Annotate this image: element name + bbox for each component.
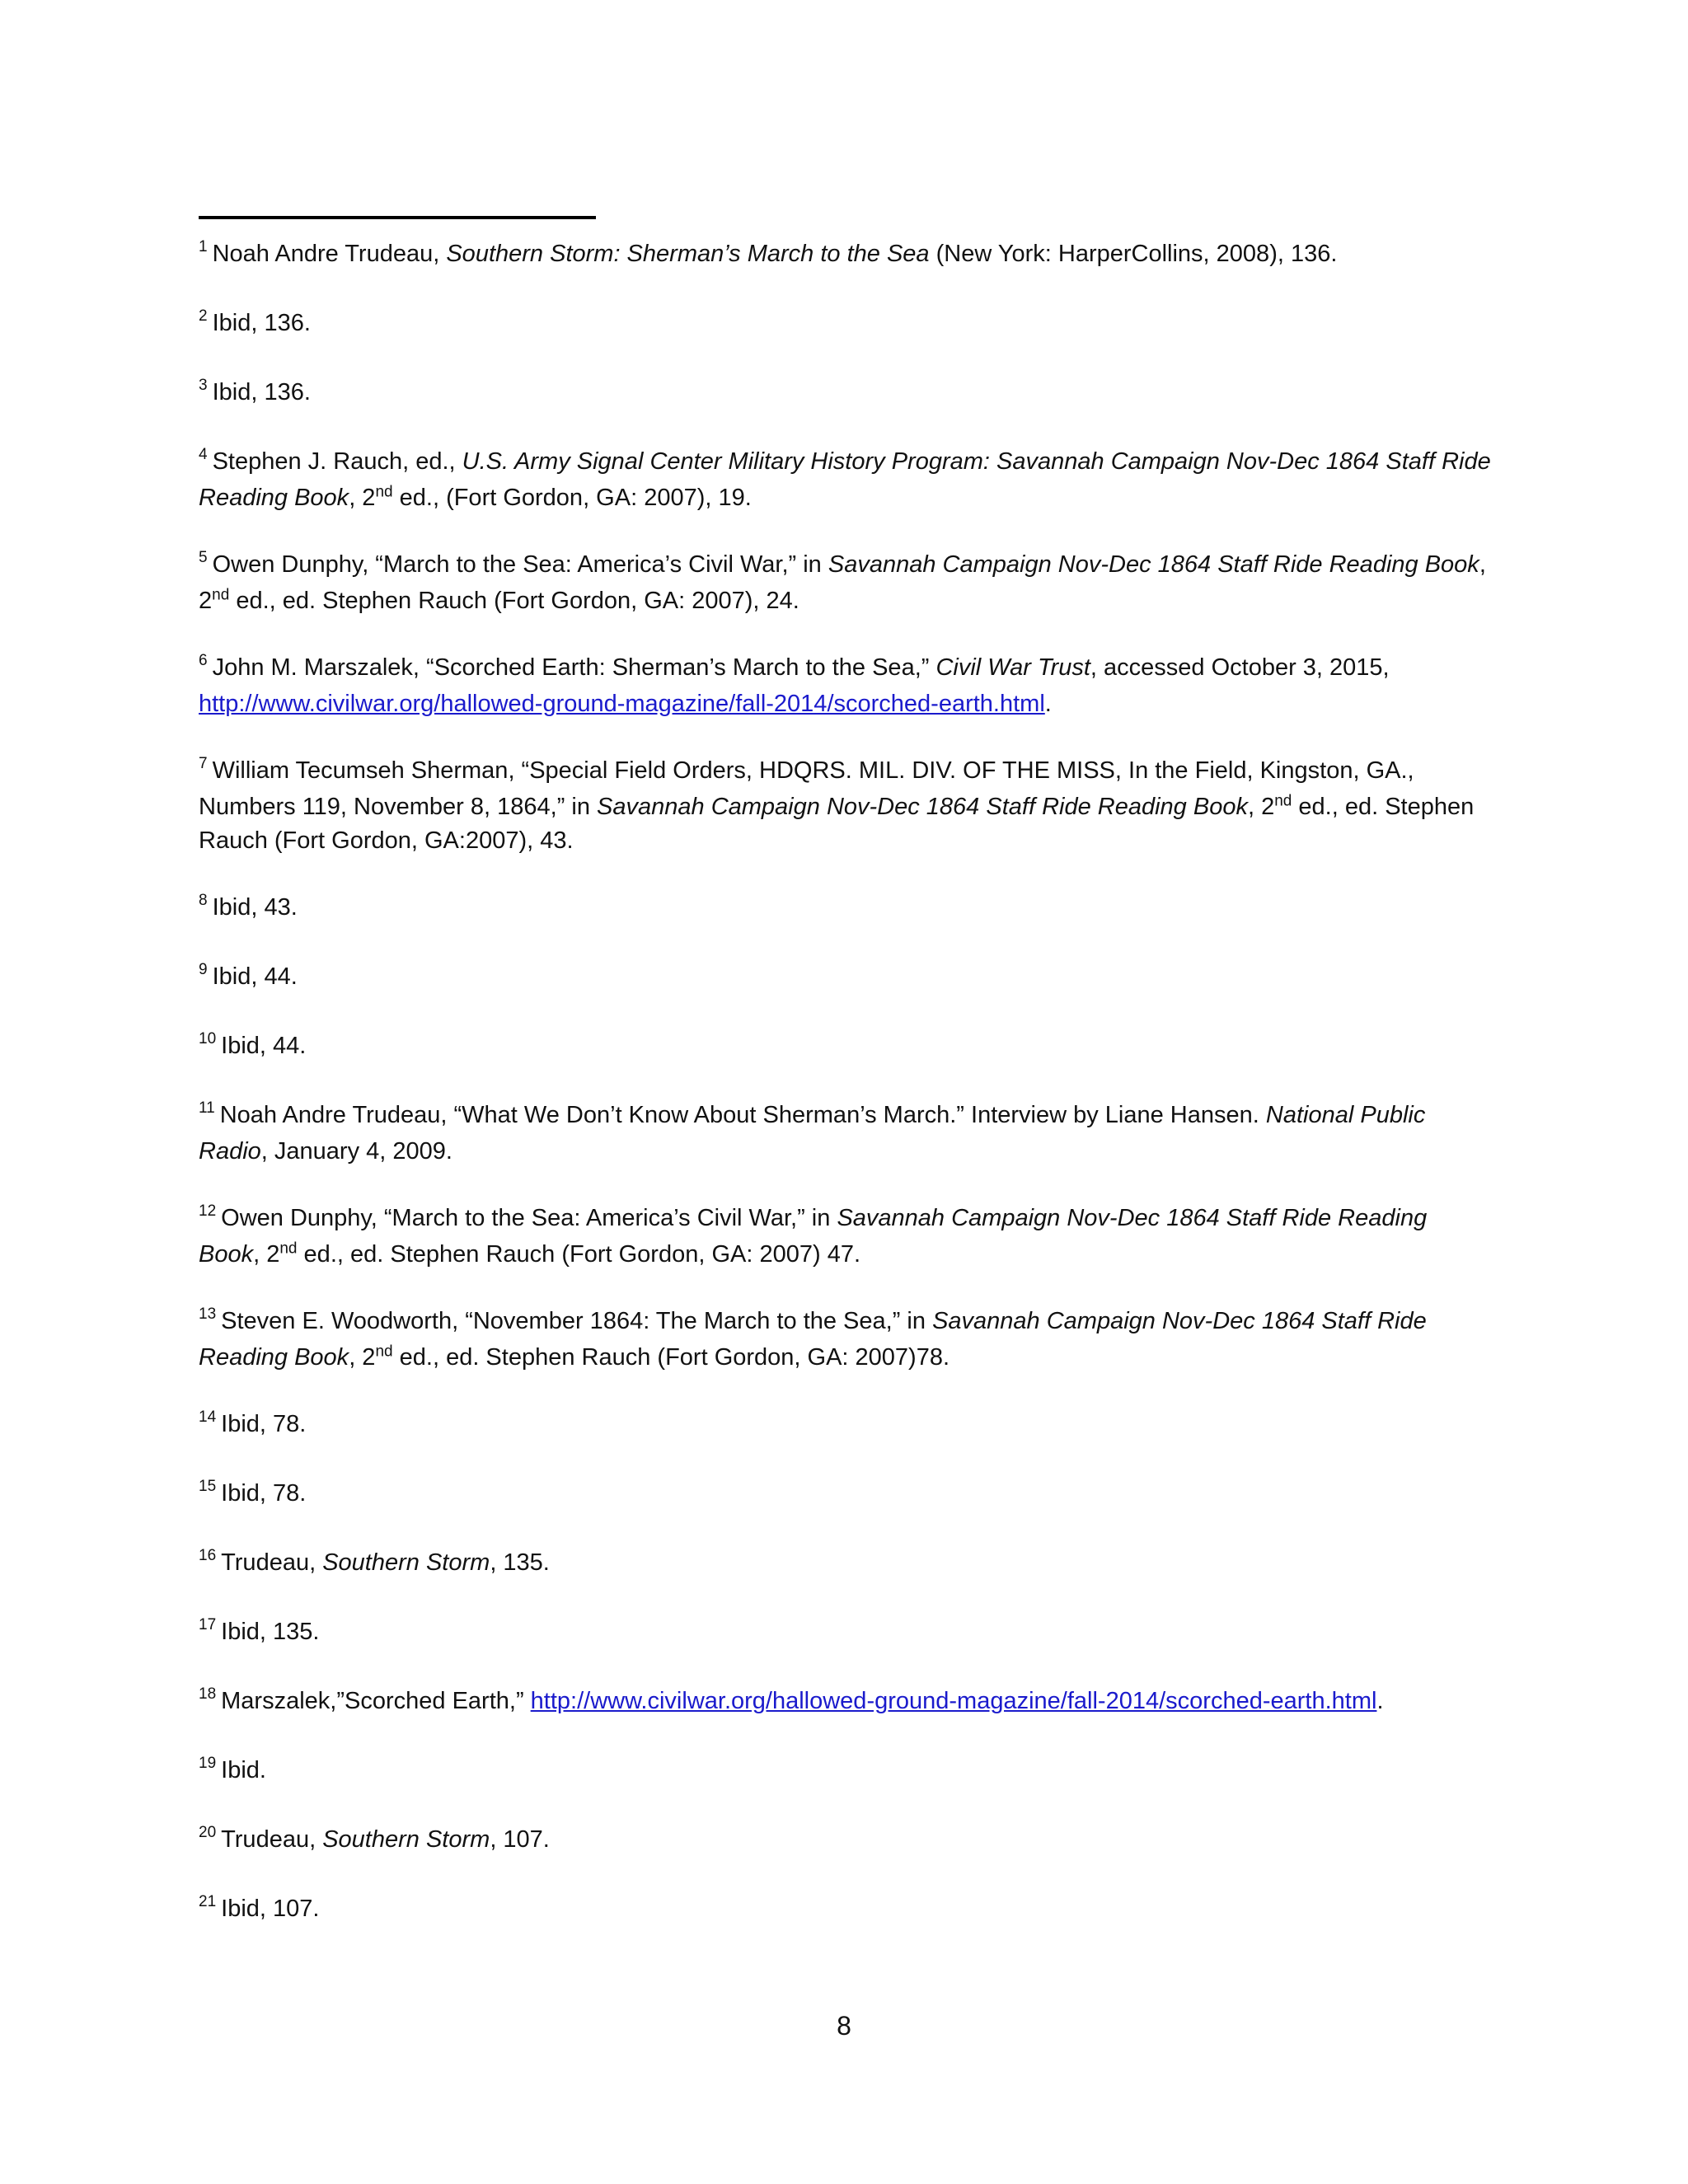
footnote-text: , 2 [349, 485, 376, 511]
footnote-number: 17 [199, 1616, 217, 1633]
footnote-14 [199, 1408, 1493, 1444]
footnote-title: National Public Radio [199, 1102, 1426, 1165]
footnote-text: Stephen J. Rauch, ed., [212, 448, 462, 475]
footnote-text: Ibid, 78. [221, 1480, 307, 1507]
footnote-text: Ibid, 43. [212, 894, 298, 921]
footnote-text: (New York: HarperCollins, 2008), 136. [929, 241, 1338, 267]
footnote-title: Savannah Campaign Nov-Dec 1864 Staff Ride Reading Book [199, 1308, 1427, 1371]
ordinal-suffix: nd [279, 1240, 298, 1258]
footnote-number: 4 [199, 446, 208, 463]
footnote-18 [199, 1685, 1493, 1721]
footnote-number: 12 [199, 1202, 217, 1220]
footnote-number: 11 [199, 1099, 215, 1117]
footnote-title: U.S. Army Signal Center Military History Program: Savannah Campaign Nov-Dec 1864 Staff Ride Reading Book [199, 448, 1491, 511]
footnote-text: Ibid, 44. [212, 963, 298, 990]
footnote-number: 15 [199, 1478, 217, 1495]
footnote-text: Noah Andre Trudeau, “What We Don’t Know About Sherman’s March.” Interview by Liane Hansen. [219, 1102, 1266, 1128]
footnote-6 [199, 651, 1493, 721]
footnote-number: 1 [199, 238, 208, 255]
footnote-number: 10 [199, 1030, 217, 1047]
ordinal-suffix: nd [1274, 792, 1292, 810]
footnote-title: Civil War Trust [935, 654, 1090, 681]
footnote-text: . [1044, 691, 1052, 717]
footnote-text: , 2 [1247, 794, 1275, 820]
footnote-number: 9 [199, 961, 208, 978]
footnote-16 [199, 1546, 1493, 1582]
footnote-number: 7 [199, 755, 208, 772]
footnote-5 [199, 548, 1493, 618]
footnote-19 [199, 1754, 1493, 1790]
ordinal-suffix: nd [212, 586, 230, 604]
footnote-text: Trudeau, [221, 1549, 323, 1576]
footnote-21 [199, 1892, 1493, 1929]
footnote-text: Ibid, 107. [221, 1896, 320, 1922]
footnote-3 [199, 376, 1493, 412]
footnote-15 [199, 1477, 1493, 1513]
footnote-8 [199, 891, 1493, 927]
footnote-number: 19 [199, 1755, 217, 1772]
footnote-link[interactable]: http://www.civilwar.org/hallowed-ground-magazine/fall-2014/scorched-earth.html [199, 691, 1045, 717]
footnote-text: , 2 [253, 1241, 280, 1268]
footnote-link[interactable]: http://www.civilwar.org/hallowed-ground-magazine/fall-2014/scorched-earth.html [530, 1688, 1377, 1714]
footnote-separator [199, 216, 596, 219]
footnote-text: William Tecumseh Sherman, “Special Field Orders, HDQRS. MIL. DIV. OF THE MISS, In the Field, Kingston, GA., Numbers 119, November 8, 1864,” in [199, 757, 1414, 820]
page-number: 8 [837, 2011, 851, 2041]
footnote-number: 6 [199, 652, 208, 669]
footnote-text: Ibid, 136. [212, 379, 311, 405]
footnote-17 [199, 1615, 1493, 1652]
footnote-text: John M. Marszalek, “Scorched Earth: Sherman’s March to the Sea,” [212, 654, 936, 681]
footnote-text: , 2 [199, 551, 1486, 614]
footnote-title: Savannah Campaign Nov-Dec 1864 Staff Ride Reading Book [597, 794, 1248, 820]
footnote-number: 13 [199, 1305, 217, 1323]
footnote-title: Southern Storm: Sherman’s March to the Sea [446, 241, 930, 267]
footnote-text: Ibid, 135. [221, 1619, 320, 1645]
footnote-list [199, 237, 1493, 1961]
footnote-7 [199, 754, 1493, 858]
footnote-text: Ibid. [221, 1757, 266, 1783]
footnote-4 [199, 445, 1493, 515]
footnote-number: 16 [199, 1547, 217, 1564]
footnote-text: , January 4, 2009. [260, 1138, 452, 1165]
footnote-text: Ibid, 44. [221, 1033, 307, 1059]
footnote-12 [199, 1202, 1493, 1272]
footnote-text: Ibid, 136. [212, 310, 311, 336]
footnote-title: Savannah Campaign Nov-Dec 1864 Staff Ride Reading Book [199, 1205, 1428, 1268]
footnote-number: 14 [199, 1408, 217, 1426]
footnote-title: Southern Storm [322, 1826, 490, 1853]
footnote-number: 2 [199, 307, 208, 325]
footnote-1 [199, 237, 1493, 274]
footnote-number: 3 [199, 377, 208, 394]
footnote-title: Southern Storm [322, 1549, 490, 1576]
footnote-20 [199, 1823, 1493, 1859]
footnote-number: 8 [199, 892, 208, 909]
footnote-text: ed., ed. Stephen Rauch (Fort Gordon, GA:2007), 43. [199, 794, 1475, 854]
footnote-text: ed., ed. Stephen Rauch (Fort Gordon, GA: 2007)78. [392, 1344, 950, 1371]
footnote-11 [199, 1099, 1493, 1169]
footnote-text: , accessed October 3, 2015, [1090, 654, 1390, 681]
footnote-number: 18 [199, 1685, 217, 1703]
footnote-text: Steven E. Woodworth, “November 1864: The March to the Sea,” in [221, 1308, 933, 1334]
footnote-13 [199, 1305, 1493, 1375]
footnote-text: ed., ed. Stephen Rauch (Fort Gordon, GA: 2007) 47. [297, 1241, 861, 1268]
footnote-text: Owen Dunphy, “March to the Sea: America’s Civil War,” in [221, 1205, 837, 1231]
footnote-text: ed., (Fort Gordon, GA: 2007), 19. [392, 485, 752, 511]
footnote-text: , 2 [349, 1344, 376, 1371]
footnote-text: Ibid, 78. [221, 1411, 307, 1437]
footnote-text: Owen Dunphy, “March to the Sea: America’s Civil War,” in [212, 551, 828, 578]
footnote-text: ed., ed. Stephen Rauch (Fort Gordon, GA: 2007), 24. [229, 588, 799, 614]
footnote-10 [199, 1029, 1493, 1066]
footnote-2 [199, 307, 1493, 343]
footnote-9 [199, 960, 1493, 996]
footnote-text: Trudeau, [221, 1826, 323, 1853]
footnote-title: Savannah Campaign Nov-Dec 1864 Staff Ride Reading Book [828, 551, 1479, 578]
ordinal-suffix: nd [375, 483, 393, 501]
footnote-text: , 107. [490, 1826, 550, 1853]
ordinal-suffix: nd [375, 1343, 393, 1361]
footnote-number: 20 [199, 1824, 217, 1841]
footnote-text: , 135. [490, 1549, 550, 1576]
footnote-number: 21 [199, 1893, 217, 1910]
footnote-number: 5 [199, 549, 208, 566]
footnote-text: Marszalek,”Scorched Earth,” [221, 1688, 531, 1714]
footnote-text: . [1376, 1688, 1384, 1714]
footnote-text: Noah Andre Trudeau, [212, 241, 447, 267]
